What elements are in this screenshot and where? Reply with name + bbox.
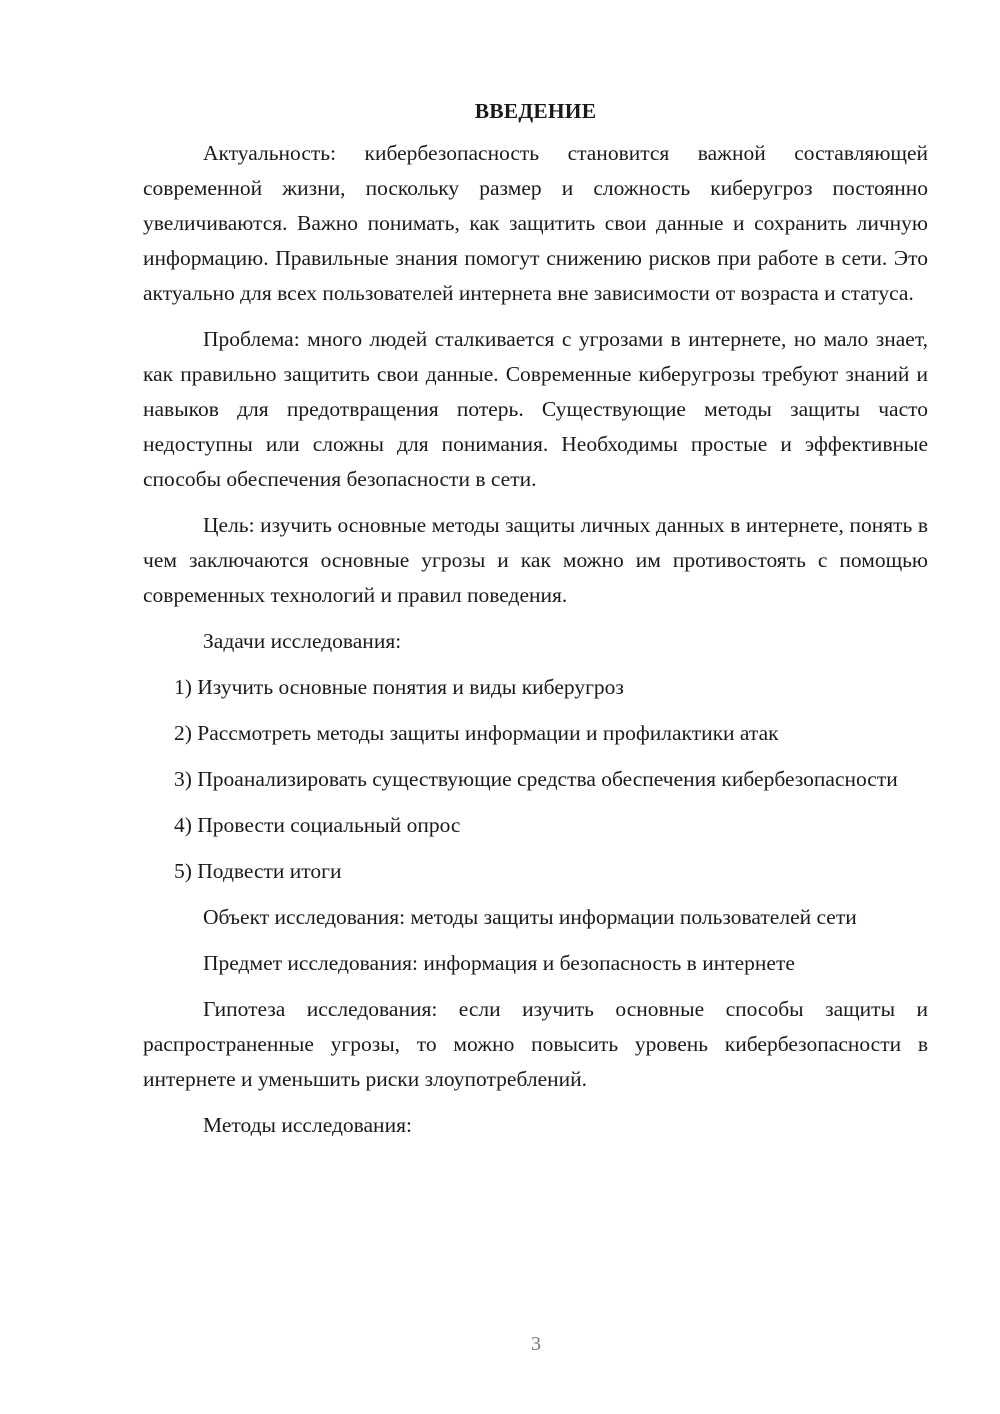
paragraph-object: Объект исследования: методы защиты информации пользователей сети <box>203 905 857 929</box>
task-item: 4) Провести социальный опрос <box>174 813 461 837</box>
section-title: ВВЕДЕНИЕ <box>474 99 597 123</box>
tasks-heading: Задачи исследования: <box>203 629 402 653</box>
task-item: 5) Подвести итоги <box>174 859 342 883</box>
task-item: 1) Изучить основные понятия и виды киберугроз <box>174 675 624 699</box>
paragraph-goal: Цель: изучить основные методы защиты личных данных в интернете, понять в чем заключаются основные угрозы и как можно им противостоять с помощью современных технологий и правил поведения. <box>143 513 928 607</box>
page-content <box>143 96 928 1154</box>
task-item: 3) Проанализировать существующие средства обеспечения кибербезопасности <box>174 767 898 791</box>
paragraph-problem: Проблема: много людей сталкивается с угрозами в интернете, но мало знает, как правильно защитить свои данные. Современные киберугрозы требуют знаний и навыков для предотвращения потерь. Существующие методы защиты часто недоступны или сложны для понимания. Необходимы простые и эффективные способы обеспечения безопасности в сети. <box>143 327 928 491</box>
task-item: 2) Рассмотреть методы защиты информации и профилактики атак <box>174 721 779 745</box>
paragraph-hypothesis: Гипотеза исследования: если изучить основные способы защиты и распространенные угрозы, то можно повысить уровень кибербезопасности в интернете и уменьшить риски злоупотреблений. <box>143 997 928 1091</box>
paragraph-methods: Методы исследования: <box>203 1113 412 1137</box>
paragraph-relevance: Актуальность: кибербезопасность становится важной составляющей современной жизни, поскольку размер и сложность киберугроз постоянно увеличиваются. Важно понимать, как защитить свои данные и сохранить личную информацию. Правильные знания помогут снижению рисков при работе в сети. Это актуально для всех пользователей интернета вне зависимости от возраста и статуса. <box>143 141 928 305</box>
page-number: 3 <box>531 1333 541 1355</box>
paragraph-subject: Предмет исследования: информация и безопасность в интернете <box>203 951 795 975</box>
